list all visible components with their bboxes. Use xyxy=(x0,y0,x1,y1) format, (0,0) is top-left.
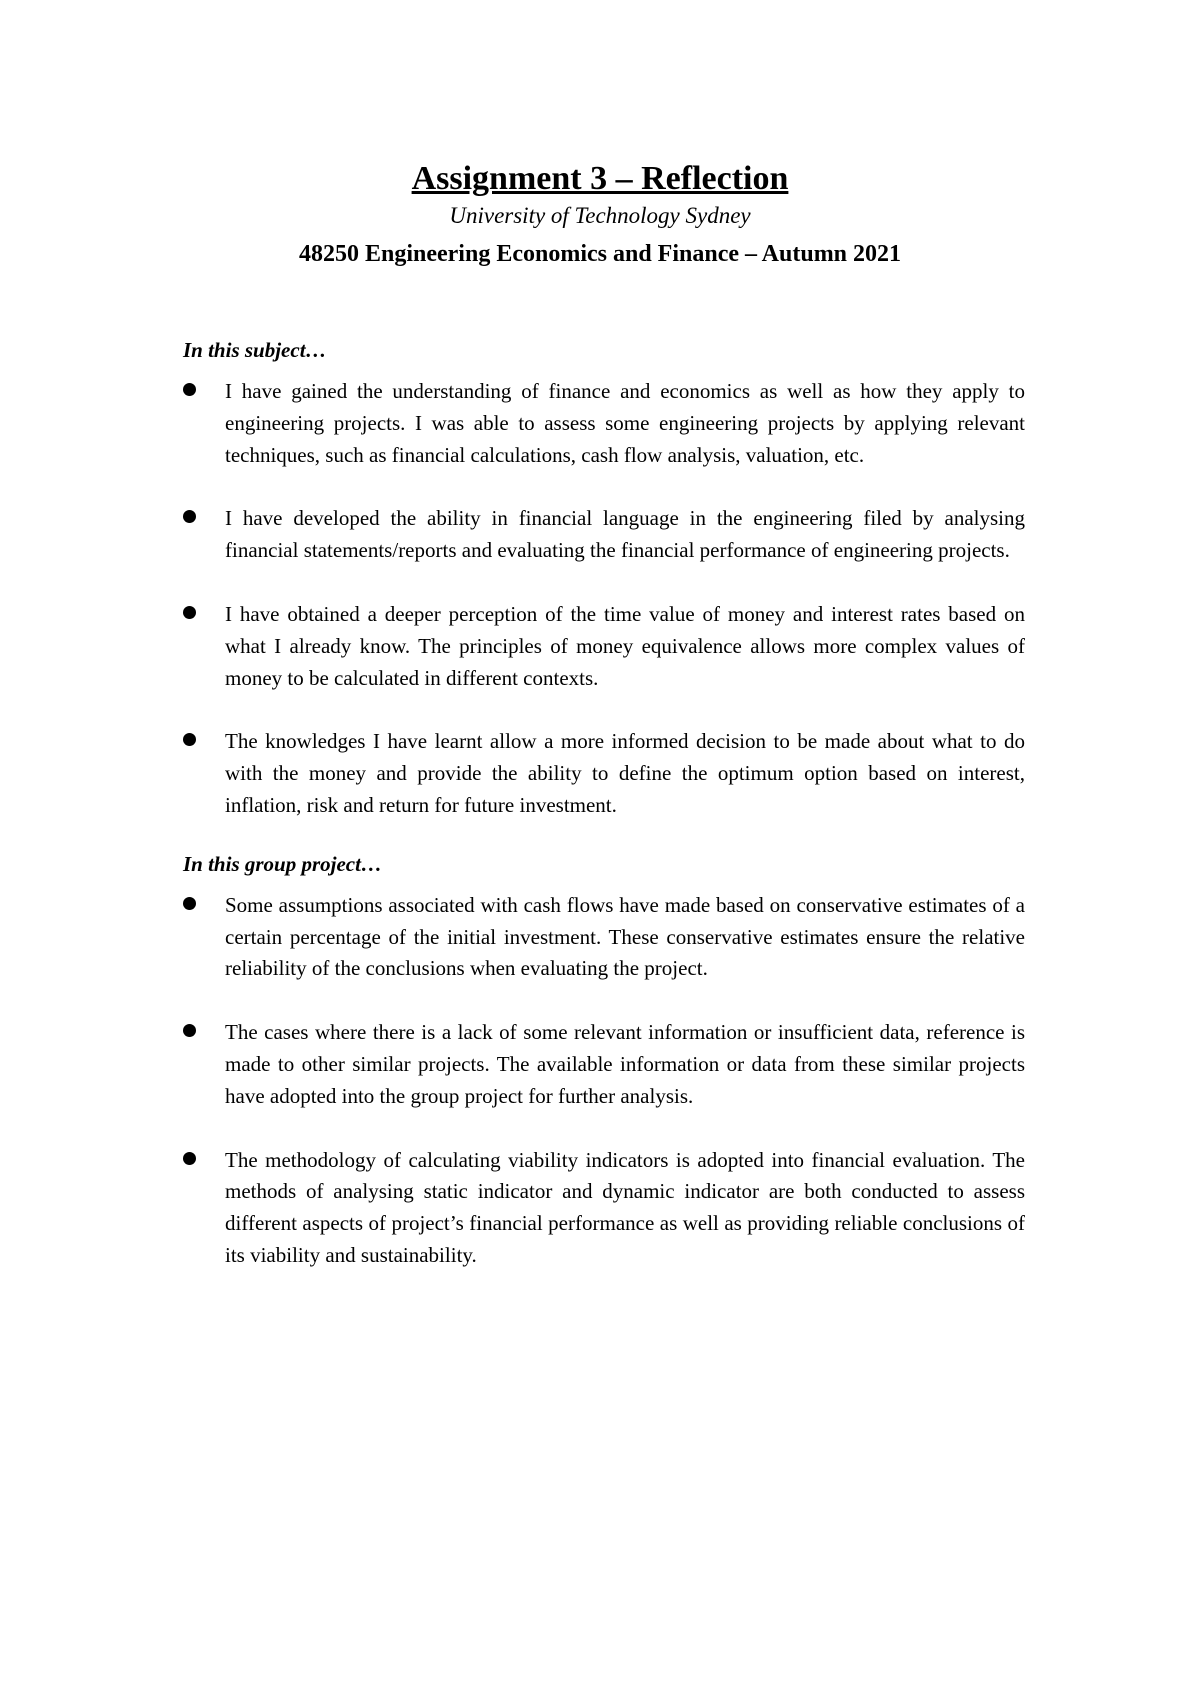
bullet-icon xyxy=(183,733,196,746)
list-item xyxy=(183,890,1025,985)
bullet-icon xyxy=(183,897,196,910)
document-body xyxy=(183,334,1025,1304)
bullet-icon xyxy=(183,510,196,523)
group-project-section xyxy=(183,848,1025,1272)
list-item-text: I have developed the ability in financial language in the engineering filed by analysing financial statements/reports and evaluating the financial performance of engineering projects. xyxy=(225,506,1025,563)
list-item-text: The cases where there is a lack of some relevant information or insufficient data, reference is made to other similar projects. The available information or data from these similar projects have adopted into the group project for further analysis. xyxy=(225,1020,1025,1108)
bullet-icon xyxy=(183,383,196,396)
list-item-text: The knowledges I have learnt allow a more informed decision to be made about what to do with the money and provide the ability to define the optimum option based on interest, inflation, risk and return for future investment. xyxy=(225,729,1025,817)
list-item xyxy=(183,503,1025,567)
bullet-icon xyxy=(183,606,196,619)
subject-bullet-list xyxy=(183,376,1025,822)
subject-section xyxy=(183,334,1025,822)
list-item-text: The methodology of calculating viability indicators is adopted into financial evaluation. The methods of analysing static indicator and dynamic indicator are both conducted to assess different aspects of project’s financial performance as well as providing reliable conclusions of its viability and sustainability. xyxy=(225,1147,1025,1267)
group-project-bullet-list xyxy=(183,890,1025,1272)
list-item xyxy=(183,376,1025,471)
list-item xyxy=(183,726,1025,821)
list-item-text: I have obtained a deeper perception of the time value of money and interest rates based on what I already know. The principles of money equivalence allows more complex values of money to be calculated in different contexts. xyxy=(225,601,1025,690)
university-name: University of Technology Sydney xyxy=(449,203,751,228)
group-project-heading: In this group project… xyxy=(183,851,382,876)
list-item xyxy=(183,1145,1025,1272)
course-title: 48250 Engineering Economics and Finance – Autumn 2021 xyxy=(298,241,902,267)
list-item-text: Some assumptions associated with cash flows have made based on conservative estimates of a certain percentage of the initial investment. These conservative estimates ensure the relative reliability of the conclusions when evaluating the project. xyxy=(225,892,1025,981)
list-item-text: I have gained the understanding of finance and economics as well as how they apply to engineering projects. I was able to assess some engineering projects by applying relevant techniques, such as financial calculations, cash flow analysis, valuation, etc. xyxy=(225,379,1025,467)
list-item xyxy=(183,1017,1025,1112)
document-title: Assignment 3 – Reflection xyxy=(411,160,789,197)
bullet-icon xyxy=(183,1024,196,1037)
list-item xyxy=(183,599,1025,694)
bullet-icon xyxy=(183,1152,196,1165)
document-header xyxy=(0,158,1200,272)
subject-heading: In this subject… xyxy=(183,338,327,362)
